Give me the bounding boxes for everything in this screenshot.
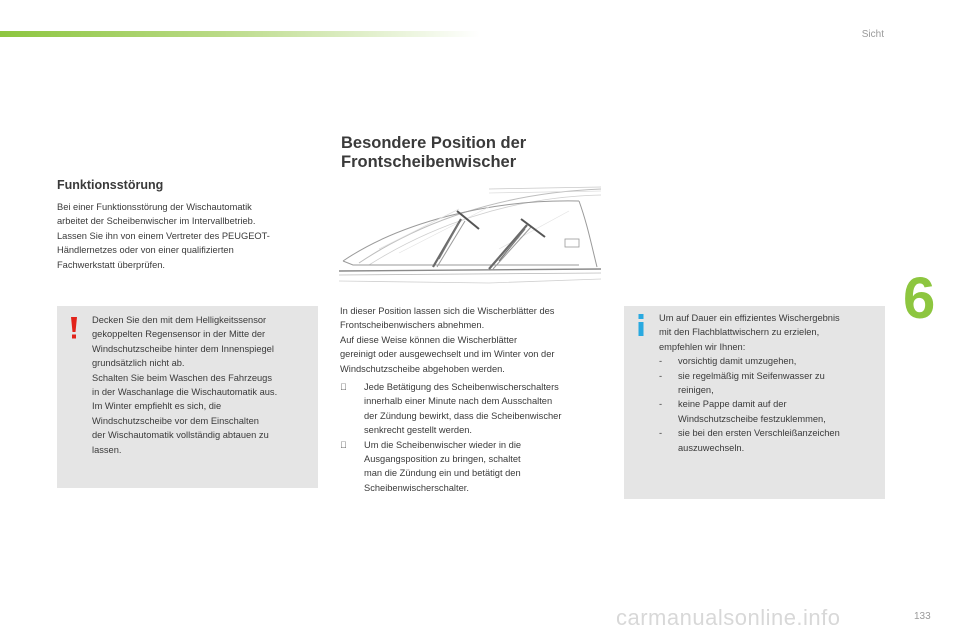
text-line: keine Pappe damit auf der [678,399,787,410]
text-line: empfehlen wir Ihnen: [659,341,746,352]
dash-marker: - [659,370,663,381]
text-line: senkrecht gestellt werden. [364,425,473,436]
heading-line: Frontscheibenwischer [341,153,517,171]
text-line: Um auf Dauer ein effizientes Wischergebnis [659,313,840,323]
text-line: Decken Sie den mit dem Helligkeitssensor [92,315,267,325]
bullet-marker [340,380,364,394]
text-line: mit den Flachblattwischern zu erzielen, [659,327,820,338]
text-line: Händlernetzes oder von einer qualifizierten [57,245,234,256]
text-line: auszuwechseln. [678,442,745,453]
text-line: lassen. [92,444,122,455]
exclamation-icon [69,316,79,340]
chapter-number: 6 [903,266,936,331]
text-line: Jede Betätigung des Scheibenwischerschalters [364,382,559,392]
bullet-list [340,380,600,495]
text-line: Windschutzscheibe vor dem Einschalten [92,415,259,426]
text-line: Ausgangsposition zu bringen, schaltet [364,454,521,465]
info-text [659,311,879,455]
text-line: vorsichtig damit umzugehen, [678,356,797,367]
text-line: in der Waschanlage die Wischautomatik aus. [92,387,278,398]
list-item [659,426,879,455]
text-line: Fachwerkstatt überprüfen. [57,259,165,270]
heading-line: Besondere Position der [341,134,527,152]
info-icon [635,313,647,337]
text-line: man die Zündung ein und betätigt den [364,468,521,479]
text-line: Im Winter empfiehlt es sich, die [92,401,222,412]
dash-marker: - [659,428,663,439]
dash-marker: - [659,399,663,410]
malfunction-text [57,200,307,272]
list-item [340,380,600,438]
malfunction-heading: Funktionsstörung [57,178,164,192]
text-line: der Wischautomatik vollständig abtauen zu [92,430,269,441]
text-line: Um die Scheibenwischer wieder in die [364,439,522,450]
text-line: Auf diese Weise können die Wischerblätter [340,334,518,345]
text-line: Windschutzscheibe festzuklemmen, [678,413,826,424]
watermark: carmanualsonline.info [616,605,841,630]
header-accent-bar [0,31,480,37]
special-position-text [340,304,600,376]
list-item [659,397,879,426]
warning-text [92,313,312,457]
text-line: gekoppelten Regensensor in der Mitte der [92,329,266,340]
section-label: Sicht [861,29,884,40]
text-line: grundsätzlich nicht ab. [92,358,185,369]
list-item [340,438,600,496]
text-line: Schalten Sie beim Waschen des Fahrzeugs [92,372,273,383]
text-line: gereinigt oder ausgewechselt und im Winter von der [340,349,555,360]
text-line: reinigen, [678,385,714,396]
text-line: innerhalb einer Minute nach dem Ausschalten [364,396,553,407]
text-line: In dieser Position lassen sich die Wischerblätter des [340,306,555,316]
page-number: 133 [914,611,931,622]
special-position-heading [341,134,581,172]
text-line: Frontscheibenwischers abnehmen. [340,320,485,331]
text-line: Scheibenwischerschalter. [364,482,469,493]
text-line: sie bei den ersten Verschleißanzeichen [678,428,840,439]
text-line: arbeitet der Scheibenwischer im Intervallbetrieb. [57,216,256,227]
text-line: Lassen Sie ihn von einem Vertreter des PEUGEOT- [57,230,270,241]
text-line: Windschutzscheibe hinter dem Innenspiegel [92,343,274,354]
list-item [659,369,879,398]
bullet-marker [340,438,364,452]
text-line: Windschutzscheibe abgehoben werden. [340,363,505,374]
text-line: sie regelmäßig mit Seifenwasser zu [678,370,825,381]
dash-marker: - [659,356,663,367]
text-line: der Zündung bewirkt, dass die Scheibenwischer [364,410,562,421]
list-item [659,354,879,368]
windscreen-wipers-illustration [339,183,601,297]
text-line: Bei einer Funktionsstörung der Wischautomatik [57,202,252,212]
